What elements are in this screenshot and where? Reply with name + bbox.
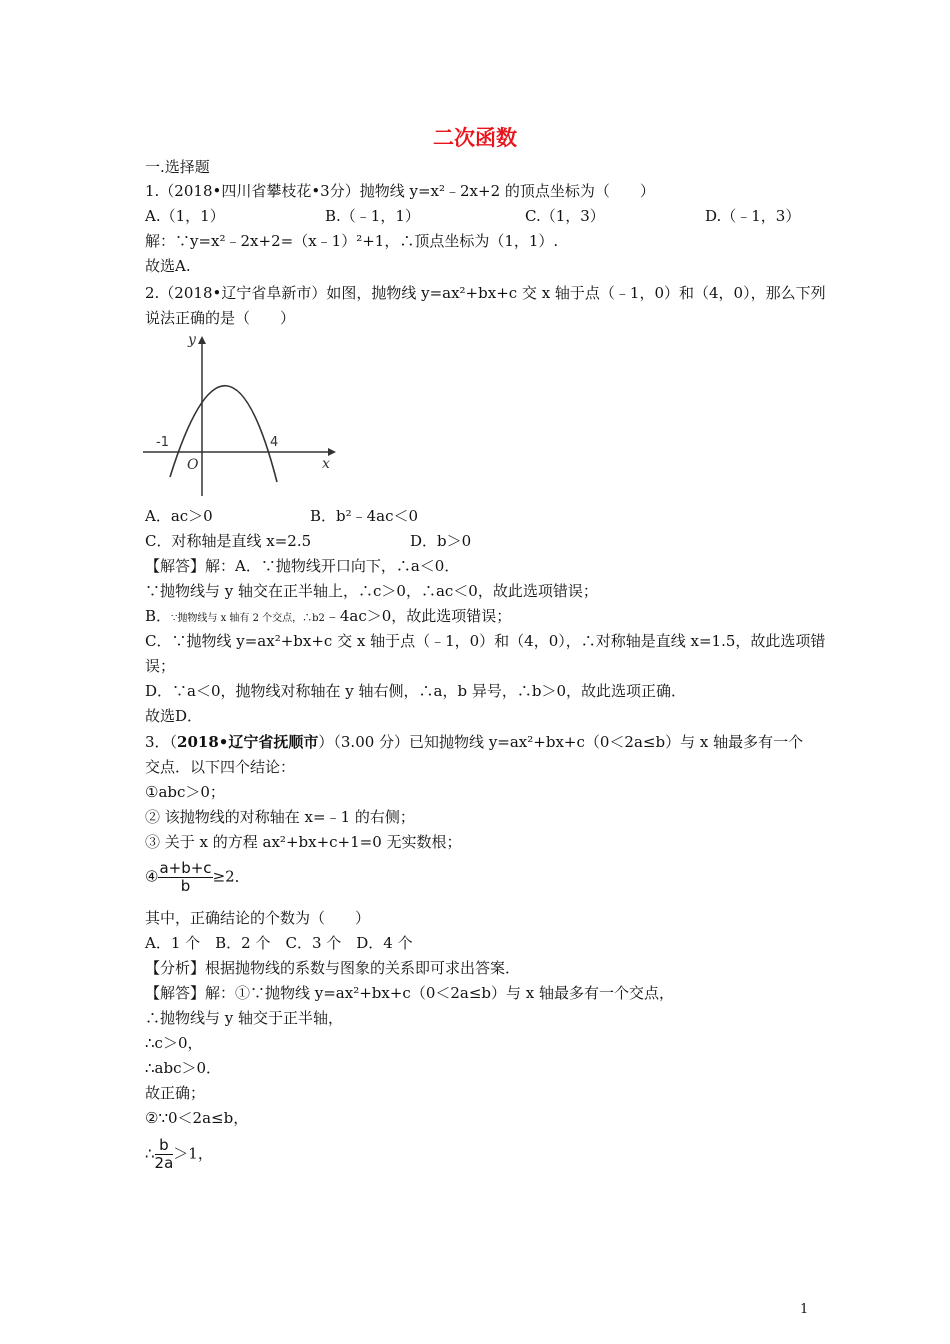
q3-solution-line7 bbox=[145, 1137, 213, 1172]
origin-label: O bbox=[187, 457, 199, 473]
q2-solution-line4: C．∵抛物线 y=ax²+bx+c 交 x 轴于点（﹣1，0）和（4，0），∴对称轴是直线 x=1.5，故此选项错 bbox=[145, 632, 826, 650]
q2-option-d: D．b＞0 bbox=[410, 532, 472, 550]
q3-conclusion-1: ①abc＞0； bbox=[145, 783, 225, 801]
q3-solution-line1: 【解答】解：①∵抛物线 y=ax²+bx+c（0＜2a≤b）与 x 轴最多有一个交点， bbox=[145, 984, 675, 1002]
q2-solution-line3 bbox=[145, 606, 511, 629]
parabola-graph bbox=[140, 330, 340, 500]
q2-option-a: A．ac＞0 bbox=[145, 507, 213, 525]
q3-solution-line3: ∴c＞0， bbox=[145, 1034, 203, 1052]
q3-number: 3．（ bbox=[145, 733, 178, 751]
q2-solution-line5: 误； bbox=[145, 657, 176, 675]
q3-c4-suffix: ≥2． bbox=[212, 867, 250, 886]
q3-c4-fraction bbox=[158, 860, 212, 895]
q1-stem: 1.（2018•四川省攀枝花•3分）抛物线 y=x²﹣2x+2 的顶点坐标为（ ） bbox=[145, 182, 655, 200]
q3-stem-rest: ）（3.00 分）已知抛物线 y=ax²+bx+c（0＜2a≤b）与 x 轴最多有一个 bbox=[318, 733, 804, 751]
right-root-label: 4 bbox=[270, 435, 279, 450]
x-axis-arrow bbox=[328, 448, 336, 456]
q3-question: 其中，正确结论的个数为（ ） bbox=[145, 909, 371, 927]
q3-c4-denominator: b bbox=[180, 877, 191, 895]
q2-option-b: B．b²﹣4ac＜0 bbox=[310, 507, 419, 525]
y-axis-arrow bbox=[198, 336, 206, 344]
q2-stem-line2: 说法正确的是（ ） bbox=[145, 309, 296, 327]
q3-conclusion-3: ③ 关于 x 的方程 ax²+bx+c+1=0 无实数根； bbox=[145, 833, 462, 851]
q1-solution: 解：∵y=x²﹣2x+2=（x﹣1）²+1，∴顶点坐标为（1，1）. bbox=[145, 232, 559, 250]
q1-option-c: C.（1，3） bbox=[525, 207, 605, 225]
q3-sol7-prefix: ∴ bbox=[145, 1144, 155, 1163]
page-title: 二次函数 bbox=[433, 126, 517, 150]
q2-answer: 故选D． bbox=[145, 707, 203, 725]
q3-solution-line2: ∴抛物线与 y 轴交于正半轴， bbox=[145, 1009, 344, 1027]
q1-option-d: D.（﹣1，3） bbox=[705, 207, 801, 225]
q2-sol3-rest: ﹣4ac＞0，故此选项错误； bbox=[324, 607, 512, 625]
q3-conclusion-2: ② 该抛物线的对称轴在 x=﹣1 的右侧； bbox=[145, 808, 415, 826]
page-number: 1 bbox=[800, 1302, 809, 1317]
q2-option-c: C．对称轴是直线 x=2.5 bbox=[145, 532, 312, 550]
q3-c4-prefix: ④ bbox=[145, 867, 159, 886]
q3-sol7-fraction bbox=[155, 1137, 174, 1172]
section-heading: 一.选择题 bbox=[145, 158, 210, 176]
q2-solution-line1: 【解答】解：A．∵抛物线开口向下，∴a＜0． bbox=[145, 557, 460, 575]
left-root-label: -1 bbox=[156, 435, 169, 450]
q2-solution-line6: D．∵a＜0，抛物线对称轴在 y 轴右侧，∴a，b 异号，∴b＞0，故此选项正确． bbox=[145, 682, 686, 700]
q3-stem-line1 bbox=[145, 732, 803, 752]
q3-source: 2018•辽宁省抚顺市 bbox=[177, 733, 319, 751]
q3-sol7-denominator: 2a bbox=[154, 1154, 174, 1172]
q1-option-b: B.（﹣1，1） bbox=[325, 207, 420, 225]
q2-sol3-prefix: B． bbox=[145, 607, 172, 625]
q3-options: A．1 个 B．2 个 C．3 个 D．4 个 bbox=[145, 934, 413, 952]
q3-solution-line4: ∴abc＞0． bbox=[145, 1059, 222, 1077]
q1-answer: 故选A. bbox=[145, 257, 191, 275]
q3-sol7-suffix: ＞1， bbox=[173, 1144, 213, 1163]
q3-sol7-numerator: b bbox=[155, 1137, 174, 1155]
q3-conclusion-4 bbox=[145, 860, 250, 895]
q3-analysis: 【分析】根据抛物线的系数与图象的关系即可求出答案． bbox=[145, 959, 521, 977]
y-axis-label: y bbox=[188, 332, 196, 348]
q1-option-a: A.（1，1） bbox=[145, 207, 225, 225]
q2-sol3-small: ∵抛物线与 x 轴有 2 个交点，∴b2 bbox=[171, 613, 325, 624]
q3-solution-line6: ②∵0＜2a≤b， bbox=[145, 1109, 249, 1127]
q3-c4-numerator: a+b+c bbox=[159, 859, 212, 877]
q2-stem-line1: 2.（2018•辽宁省阜新市）如图，抛物线 y=ax²+bx+c 交 x 轴于点（﹣1，0）和（4，0），那么下列 bbox=[145, 284, 826, 302]
x-axis-label: x bbox=[322, 456, 330, 472]
q2-solution-line2: ∵抛物线与 y 轴交在正半轴上，∴c＞0，∴ac＜0，故此选项错误； bbox=[145, 582, 598, 600]
q3-stem-line2: 交点．以下四个结论： bbox=[145, 758, 296, 776]
q3-solution-line5: 故正确； bbox=[145, 1084, 206, 1102]
